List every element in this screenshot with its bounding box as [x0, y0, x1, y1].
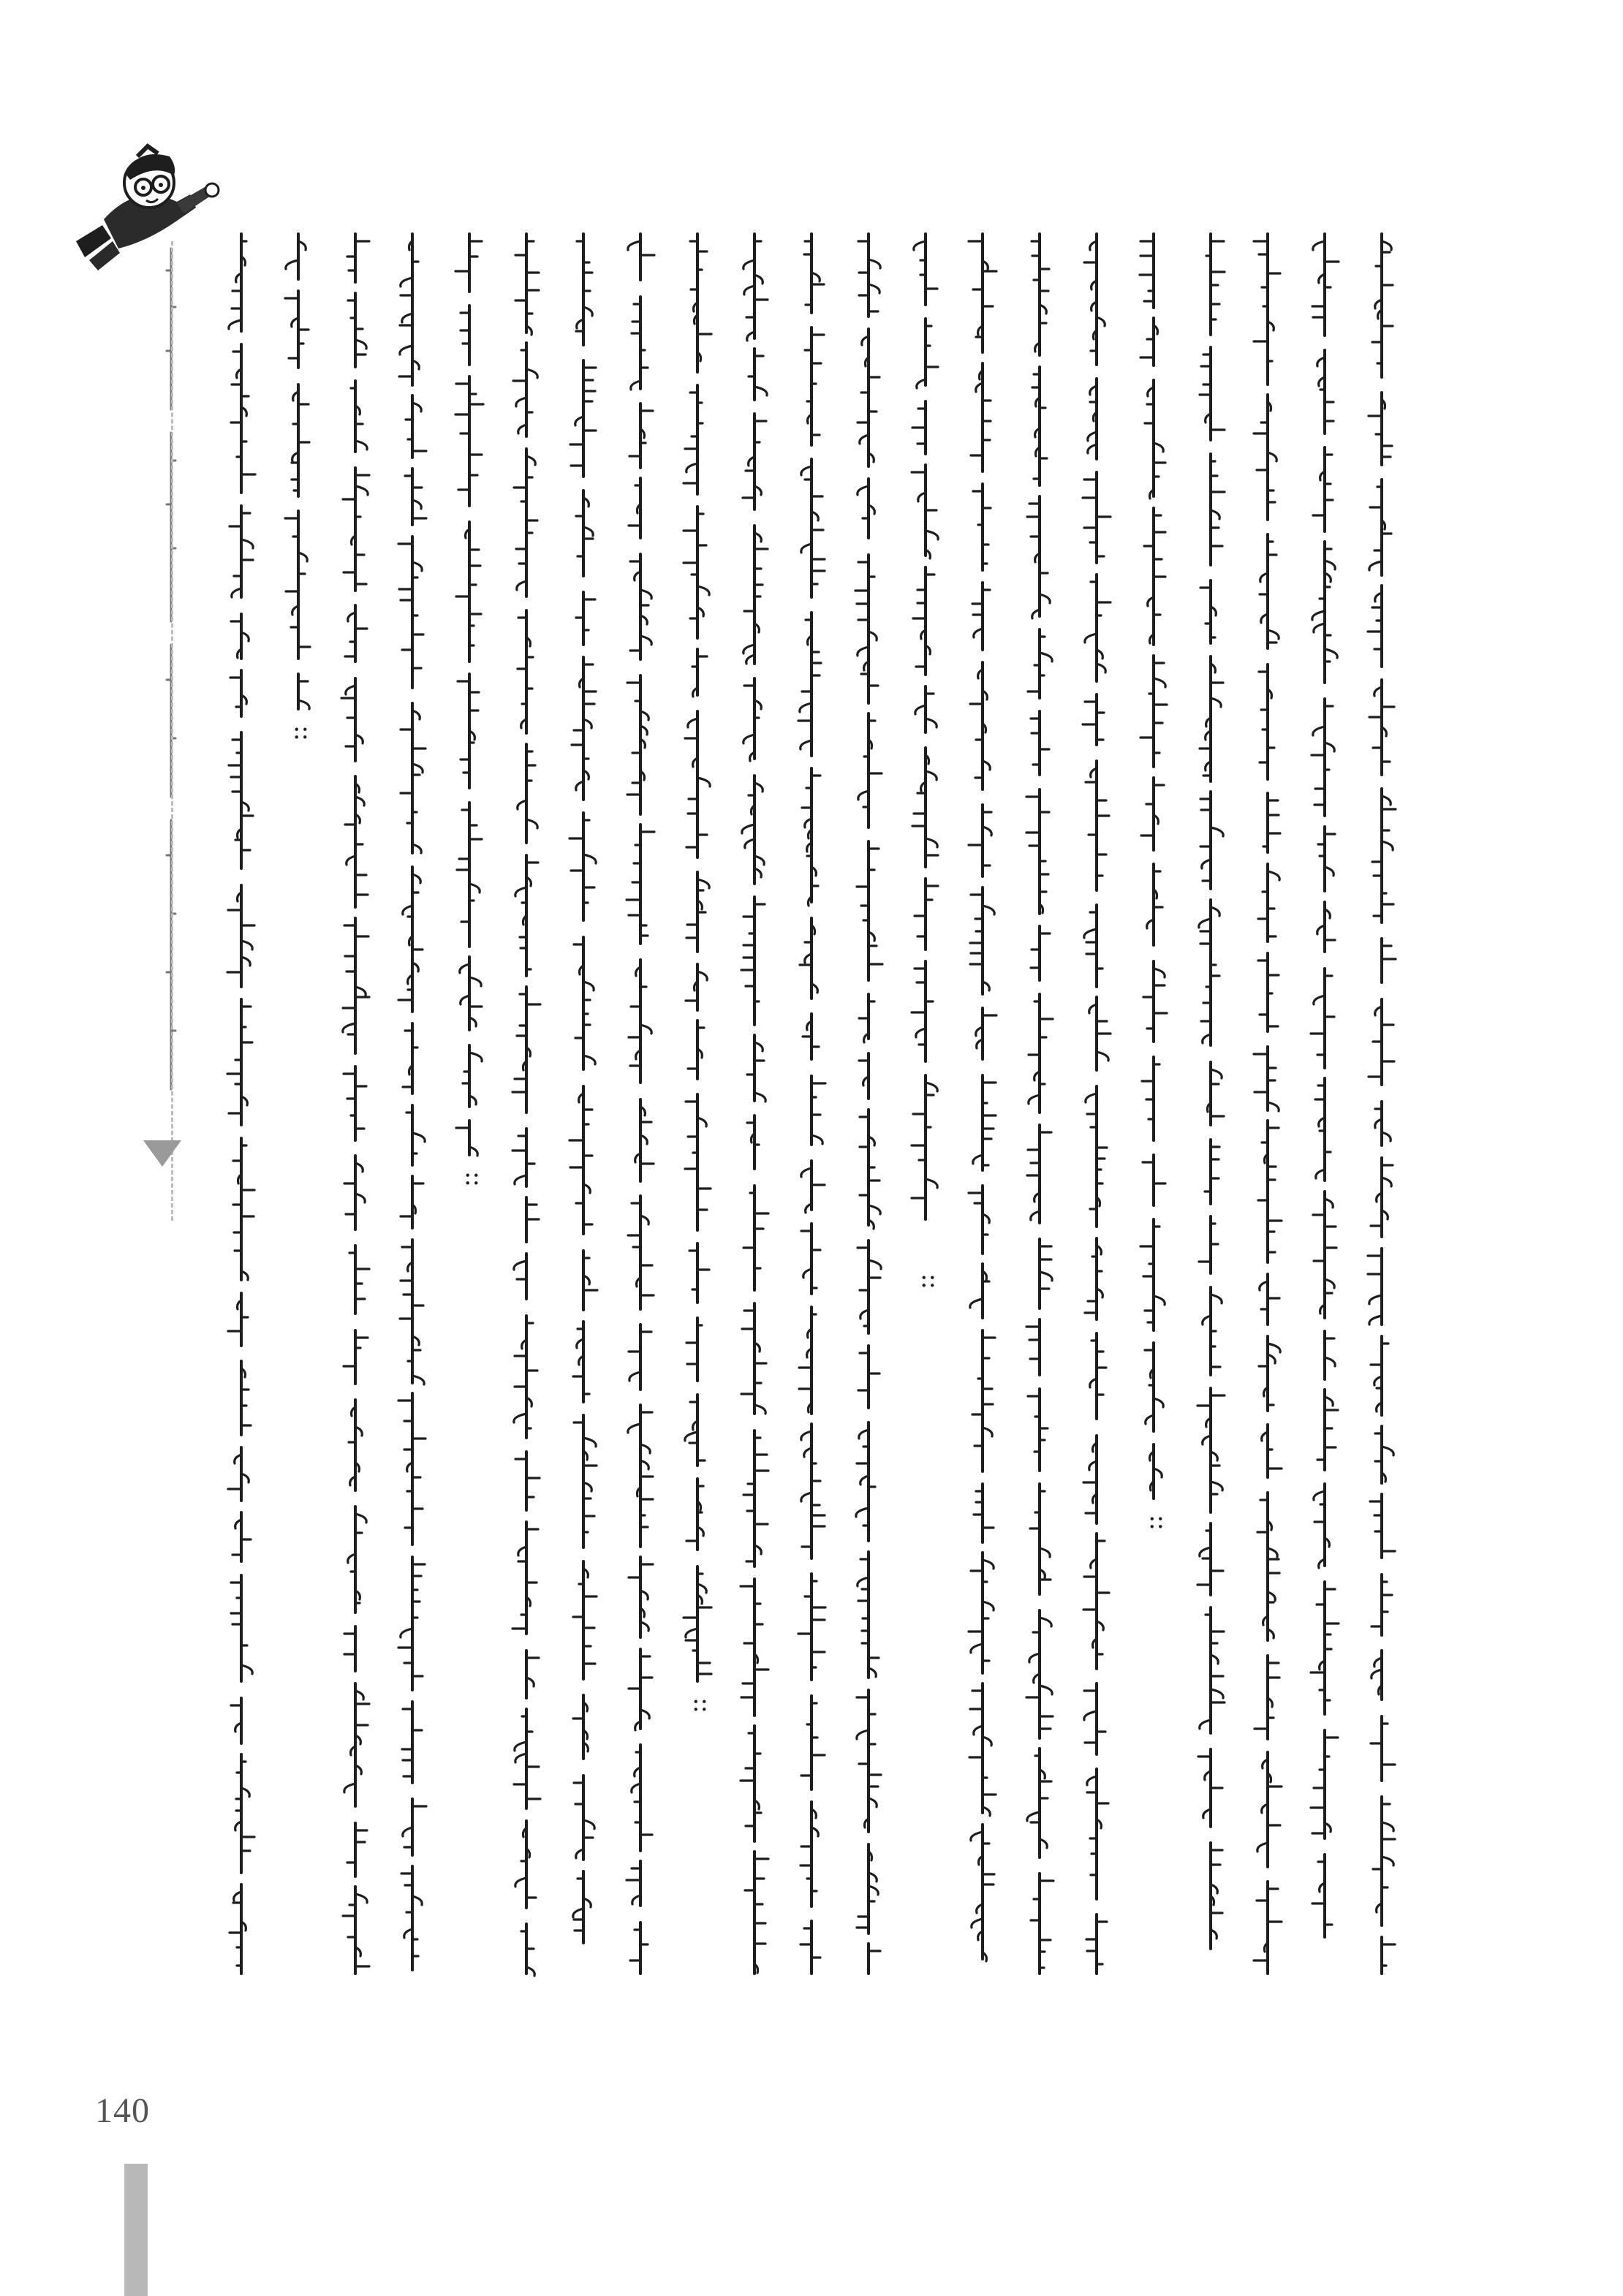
- text-column: [398, 234, 426, 1970]
- text-column: [570, 234, 597, 1943]
- text-column: [1311, 234, 1339, 1937]
- text-column: [912, 234, 938, 1293]
- text-column: [512, 234, 540, 1976]
- text-column: [855, 234, 882, 1974]
- sentence-end-mark: ::: [1148, 1505, 1165, 1534]
- text-column: [1026, 234, 1053, 1974]
- sentence-end-mark: ::: [464, 1162, 480, 1191]
- text-column: [1254, 234, 1282, 1974]
- text-column: [627, 234, 654, 1974]
- page-number: 140: [95, 2091, 150, 2130]
- text-column: [227, 234, 255, 1974]
- page-edge-tab: [124, 2164, 148, 2296]
- sentence-end-mark: ::: [920, 1264, 937, 1293]
- text-column: [1083, 234, 1111, 1974]
- text-column: [1140, 234, 1167, 1534]
- text-column: [741, 234, 768, 1974]
- sentence-end-mark: ::: [292, 716, 309, 745]
- text-column: [684, 234, 711, 1717]
- text-column: [969, 234, 996, 1961]
- text-column: [1368, 234, 1396, 1974]
- text-column: [285, 234, 310, 745]
- text-column: [798, 234, 825, 1974]
- sentence-end-mark: ::: [692, 1688, 708, 1717]
- text-column: [341, 234, 369, 1974]
- text-column: [1198, 234, 1225, 1949]
- text-column: [455, 234, 483, 1191]
